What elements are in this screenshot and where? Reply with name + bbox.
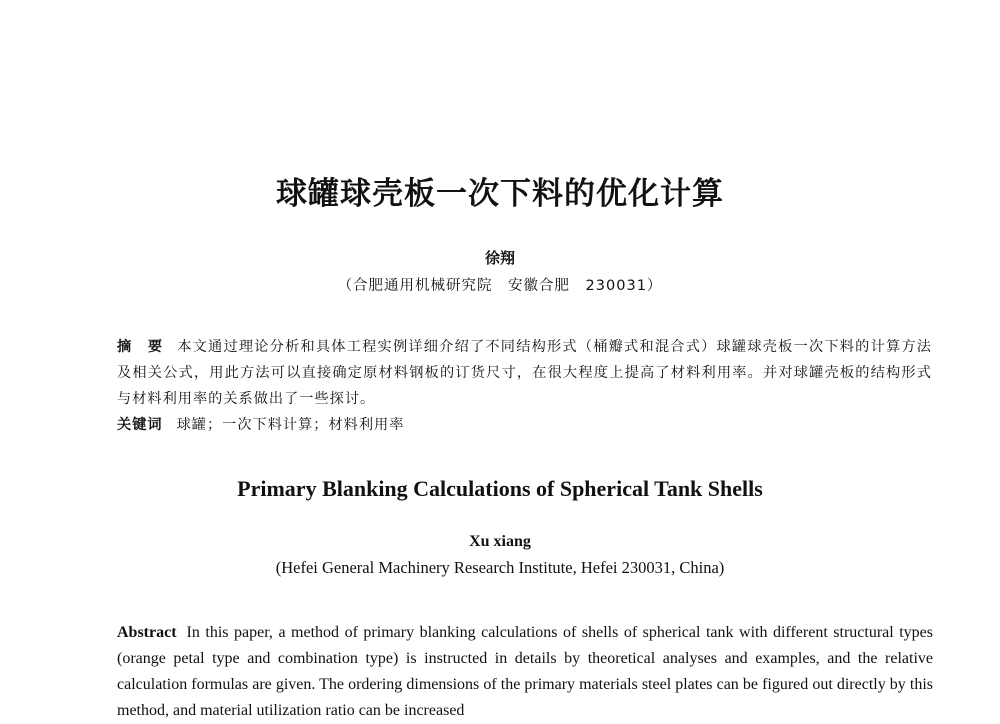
chinese-affiliation: （合肥通用机械研究院 安徽合肥 230031） xyxy=(337,278,663,294)
chinese-title: 球罐球壳板一次下料的优化计算 xyxy=(276,176,724,212)
chinese-keywords xyxy=(117,412,932,438)
chinese-author: 徐翔 xyxy=(484,249,515,267)
chinese-keywords-label: 关键词 xyxy=(117,417,163,433)
english-abstract xyxy=(117,620,933,724)
english-affiliation: (Hefei General Machinery Research Institute, Hefei 230031, China) xyxy=(275,558,725,577)
chinese-abstract-text: 本文通过理论分析和具体工程实例详细介绍了不同结构形式（桶瓣式和混合式）球罐球壳板一次下料的计算方法及相关公式，用此方法可以直接确定原材料钢板的订货尺寸，在很大程度上提高了材料利用率。并对球罐壳板的结构形式与材料利用率的关系做出了一些探讨。 xyxy=(117,339,932,407)
chinese-abstract xyxy=(117,334,932,412)
english-title: Primary Blanking Calculations of Spherical Tank Shells xyxy=(237,476,763,501)
chinese-abstract-label: 摘 要 xyxy=(117,339,164,355)
english-abstract-text: In this paper, a method of primary blanking calculations of shells of spherical tank with different structural types (orange petal type and combination type) is instructed in details by theoretical analyses and examples, and the relative calculation formulas are given. The ordering dimensions of the primary materials steel plates can be figured out directly by this method, and material utilization ratio can be increased xyxy=(117,624,933,719)
english-author: Xu xiang xyxy=(469,533,531,550)
chinese-keywords-text: 球罐；一次下料计算；材料利用率 xyxy=(176,417,405,433)
english-abstract-label: Abstract xyxy=(117,624,177,641)
